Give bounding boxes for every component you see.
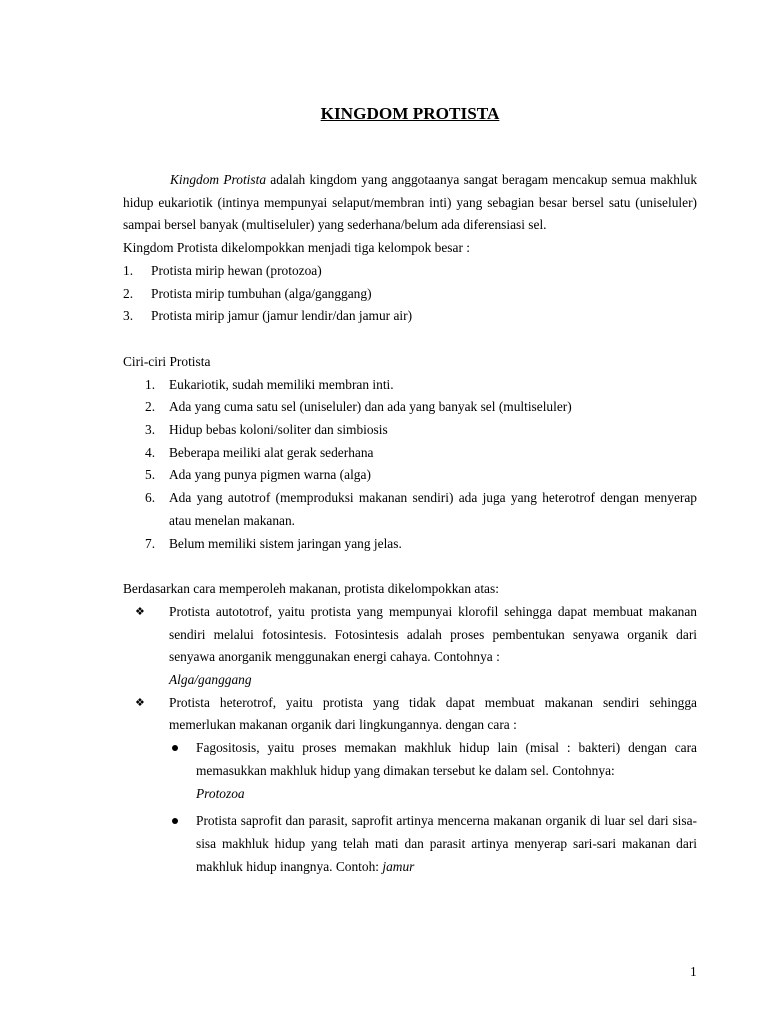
list-item <box>123 260 697 283</box>
list-item <box>123 533 697 556</box>
list-item-text: Ada yang cuma satu sel (uniseluler) dan ada yang banyak sel (multiseluler) <box>169 399 572 415</box>
autotrof-item <box>123 601 697 692</box>
list-item <box>169 810 697 878</box>
heterotrof-text: Protista heterotrof, yaitu protista yang tidak dapat membuat makanan sendiri sehingga memerlukan makanan organik dari lingkungannya. dengan cara : <box>169 694 697 733</box>
list-marker: 5. <box>145 467 156 483</box>
list-item <box>123 305 697 328</box>
list-item <box>123 487 697 532</box>
list-marker: 4. <box>145 444 156 460</box>
list-item <box>123 396 697 419</box>
list-item-text: Protista mirip tumbuhan (alga/ganggang) <box>151 285 372 301</box>
list-item <box>123 283 697 306</box>
list-item <box>123 442 697 465</box>
list-item-text: Hidup bebas koloni/soliter dan simbiosis <box>169 422 388 438</box>
list-marker: 1. <box>123 262 134 278</box>
intro-paragraph <box>123 169 697 237</box>
list-item-text: Ada yang punya pigmen warna (alga) <box>169 467 371 483</box>
list-item <box>123 419 697 442</box>
spacer <box>123 555 697 578</box>
list-marker: 2. <box>123 285 134 301</box>
ciri-heading: Ciri-ciri Protista <box>123 353 211 369</box>
list-marker: 6. <box>145 490 156 506</box>
list-item-text: Belum memiliki sistem jaringan yang jelas. <box>169 535 402 551</box>
ciri-list <box>123 374 697 556</box>
list-marker: 1. <box>145 376 156 392</box>
makanan-heading: Berdasarkan cara memperoleh makanan, protista dikelompokkan atas: <box>123 581 499 597</box>
list-item-text: Ada yang autotrof (memproduksi makanan sendiri) ada juga yang heterotrof dengan menyerap atau menelan makanan. <box>169 490 697 528</box>
makanan-list <box>123 601 697 878</box>
list-item-example: Protozoa <box>196 785 245 801</box>
list-item-text: Protista mirip hewan (protozoa) <box>151 262 322 278</box>
autotrof-text: Protista autototrof, yaitu protista yang mempunyai klorofil sehingga dapat membuat makanan sendiri melalui fotosintesis. Fotosintesis adalah proses pembentukan senyawa organik dari senyawa anorganik menggunakan energi cahaya. Contohnya : <box>169 603 697 665</box>
list-marker: 7. <box>145 535 156 551</box>
intro-text: adalah kingdom yang anggotaanya sangat beragam mencakup semua makhluk hidup eukariotik (intinya mempunyai selaput/membran inti) yang sebagian besar bersel satu (uniseluler) sampai bersel banyak (multiseluler) yang sederhana/belum ada diferensiasi sel. <box>123 172 698 233</box>
intro-term: Kingdom Protista <box>170 172 267 187</box>
list-item <box>123 374 697 397</box>
grouping-list <box>123 260 697 328</box>
diamond-bullet-icon: ❖ <box>135 696 145 709</box>
page-title: KINGDOM PROTISTA <box>320 103 500 123</box>
bullet-dot-icon <box>172 745 178 751</box>
list-marker: 2. <box>145 399 156 415</box>
list-item-example: jamur <box>382 858 415 874</box>
bullet-dot-icon <box>172 818 178 824</box>
list-item-text: Beberapa meiliki alat gerak sederhana <box>169 444 374 460</box>
list-item <box>123 464 697 487</box>
heterotrof-sublist <box>169 737 697 878</box>
autotrof-example: Alga/ganggang <box>169 672 252 688</box>
spacer <box>123 328 697 351</box>
heterotrof-item <box>123 692 697 879</box>
list-item-text: Eukariotik, sudah memiliki membran inti. <box>169 376 394 392</box>
list-item <box>169 737 697 805</box>
list-item-text: Protista mirip jamur (jamur lendir/dan jamur air) <box>151 308 413 324</box>
list-item-text: Protista saprofit dan parasit, saprofit artinya mencerna makanan organik di luar sel dari sisa-sisa makhluk hidup yang telah mati dan parasit artinya menyerap sari-sari makanan dari makhluk hidup inangnya. Contoh: <box>196 813 697 874</box>
page-content <box>123 169 697 878</box>
diamond-bullet-icon: ❖ <box>135 605 145 618</box>
page-number: 1 <box>690 964 697 979</box>
list-item-text: Fagositosis, yaitu proses memakan makhluk hidup lain (misal : bakteri) dengan cara memasukkan makhluk hidup yang dimakan tersebut ke dalam sel. Contohnya: <box>196 740 697 778</box>
grouping-heading: Kingdom Protista dikelompokkan menjadi tiga kelompok besar : <box>123 240 470 256</box>
list-marker: 3. <box>123 308 134 324</box>
list-marker: 3. <box>145 422 156 438</box>
